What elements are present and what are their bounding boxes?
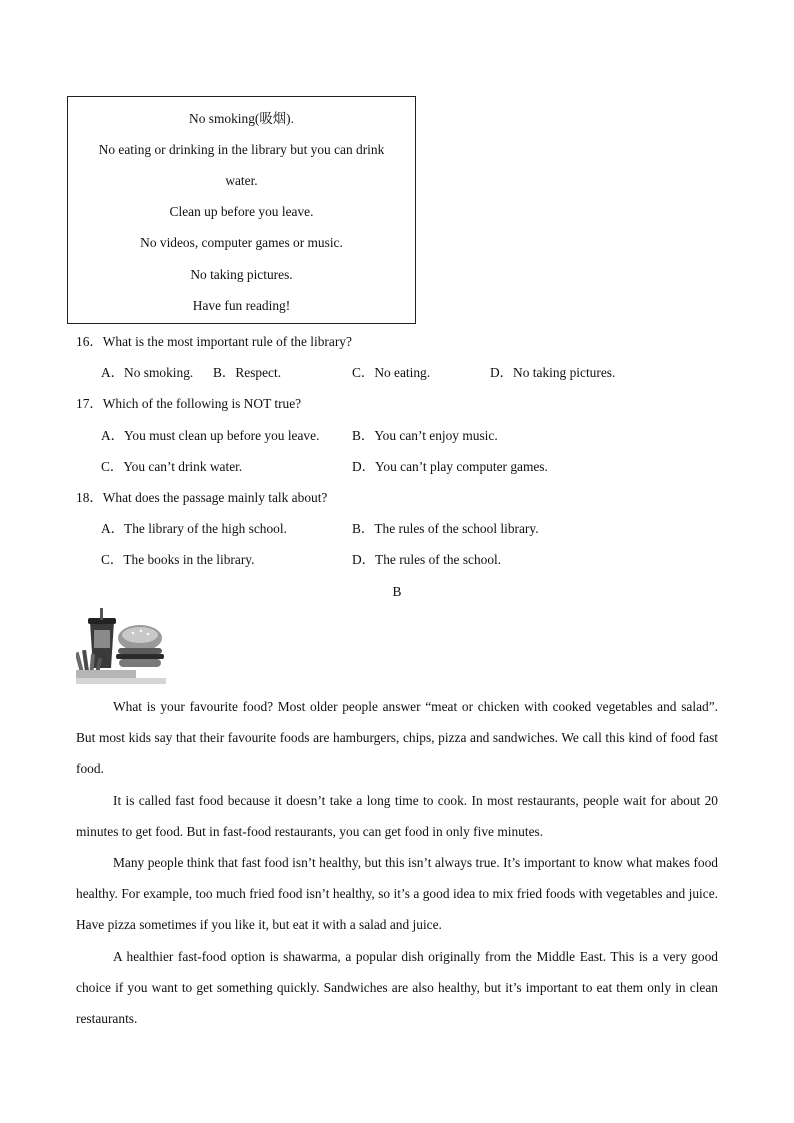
rule-line: Have fun reading!	[192, 298, 291, 313]
question-16-option-d: D．No taking pictures.	[490, 365, 616, 380]
question-18-stem: 18．What does the passage mainly talk about?	[76, 490, 328, 505]
question-17-option-d: D．You can’t play computer games.	[352, 459, 548, 474]
passage-paragraph: What is your favourite food? Most older people answer “meat or chicken with cooked vegetables and salad”. But most kids say that their favourite foods are hamburgers, chips, pizza and sandwiches. We call this kind of food fast food.	[76, 699, 718, 776]
question-16-option-b: B．Respect.	[213, 365, 282, 380]
question-17-stem: 17．Which of the following is NOT true?	[76, 396, 302, 411]
section-label: B	[392, 584, 402, 599]
rule-line: No taking pictures.	[190, 267, 293, 282]
question-16-option-a: A．No smoking.	[101, 365, 194, 380]
passage-paragraph: It is called fast food because it doesn’t take a long time to cook. In most restaurants, people wait for about 20 minutes to get food. But in fast-food restaurants, you can get food in only five minutes.	[76, 793, 718, 839]
question-16-option-c: C．No eating.	[352, 365, 431, 380]
rule-line: Clean up before you leave.	[169, 204, 314, 219]
question-18-option-c: C．The books in the library.	[101, 552, 255, 567]
question-17-option-a: A．You must clean up before you leave.	[101, 428, 320, 443]
question-18-option-a: A．The library of the high school.	[101, 521, 287, 536]
rule-line: No smoking(吸烟).	[189, 111, 294, 126]
question-18-option-b: B．The rules of the school library.	[352, 521, 539, 536]
question-18-option-d: D．The rules of the school.	[352, 552, 502, 567]
passage-paragraph: Many people think that fast food isn’t healthy, but this isn’t always true. It’s important to know what makes food healthy. For example, too much fried food isn’t healthy, so it’s a good idea to mix fried foods with vegetables and juice. Have pizza sometimes if you like it, but eat it with a salad and juice.	[76, 855, 718, 932]
question-17-option-c: C．You can’t drink water.	[101, 459, 243, 474]
rule-line: No eating or drinking in the library but you can drink	[98, 142, 385, 157]
library-rules-box	[67, 96, 416, 324]
passage-paragraph: A healthier fast-food option is shawarma, a popular dish originally from the Middle East. This is a very good choice if you want to get something quickly. Sandwiches are also healthy, but it’s important to eat them only in clean restaurants.	[76, 949, 718, 1026]
rule-line: water.	[225, 173, 258, 188]
question-16-stem: 16．What is the most important rule of the library?	[76, 334, 352, 349]
question-17-option-b: B．You can’t enjoy music.	[352, 428, 498, 443]
rule-line: No videos, computer games or music.	[140, 235, 343, 250]
fast-food-picture-icon	[76, 608, 166, 684]
